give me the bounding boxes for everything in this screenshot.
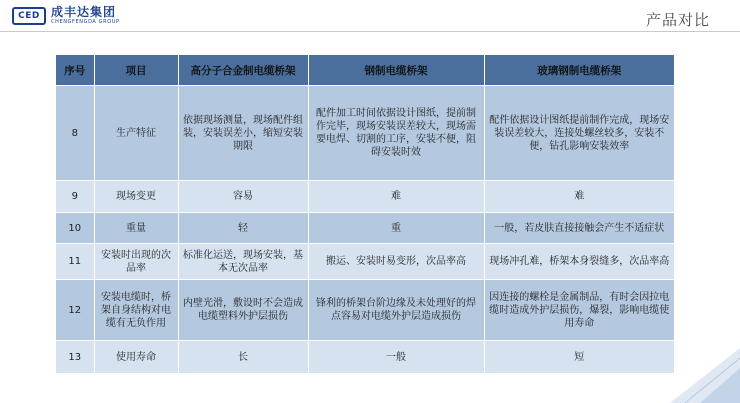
logo-english-name: CHENGFENGDA GROUP <box>51 19 120 25</box>
row-steel: 搬运、安装时易变形，次品率高 <box>308 244 484 280</box>
page-title: 产品对比 <box>645 11 710 29</box>
header-item: 项目 <box>94 55 178 86</box>
row-polymer-alloy: 容易 <box>178 181 308 213</box>
row-polymer-alloy: 轻 <box>178 213 308 244</box>
header-steel: 钢制电缆桥架 <box>308 55 484 86</box>
table-header-row <box>56 55 674 86</box>
row-steel: 难 <box>308 181 484 213</box>
row-index: 10 <box>56 213 94 244</box>
row-index: 12 <box>56 280 94 341</box>
row-polymer-alloy: 依据现场测量，现场配件组装，安装误差小，缩短安装期限 <box>178 86 308 181</box>
row-steel: 一般 <box>308 341 484 374</box>
row-index: 11 <box>56 244 94 280</box>
logo-mark: CED <box>12 7 46 25</box>
row-index: 13 <box>56 341 94 374</box>
table-row <box>56 86 674 181</box>
row-item: 安装电缆时，桥架自身结构对电缆有无负作用 <box>94 280 178 341</box>
company-logo <box>12 6 120 26</box>
row-fiberglass: 短 <box>484 341 674 374</box>
row-polymer-alloy: 标准化运送，现场安装，基本无次品率 <box>178 244 308 280</box>
row-fiberglass: 难 <box>484 181 674 213</box>
row-item: 安装时出现的次品率 <box>94 244 178 280</box>
row-steel: 重 <box>308 213 484 244</box>
row-fiberglass: 配件依据设计图纸提前制作完成，现场安装误差较大，连接处螺丝较多，安装不便，钻孔影响安装效率 <box>484 86 674 181</box>
table-row <box>56 181 674 213</box>
row-steel: 配件加工时间依据设计图纸，提前制作完毕，现场安装误差较大，现场需要电焊、切割的工序，安装不便，阻碍安装时效 <box>308 86 484 181</box>
table-row <box>56 280 674 341</box>
row-fiberglass: 一般，若皮肤直接接触会产生不适症状 <box>484 213 674 244</box>
row-index: 9 <box>56 181 94 213</box>
row-polymer-alloy: 长 <box>178 341 308 374</box>
header-fiberglass: 玻璃钢制电缆桥架 <box>484 55 674 86</box>
comparison-table <box>56 55 674 373</box>
corner-decoration <box>630 343 740 403</box>
header-divider <box>0 31 740 32</box>
header-polymer-alloy: 高分子合金制电缆桥架 <box>178 55 308 86</box>
row-fiberglass: 现场冲孔难，桥架本身裂缝多，次品率高 <box>484 244 674 280</box>
table-row <box>56 213 674 244</box>
logo-text <box>51 6 120 26</box>
table-row <box>56 341 674 374</box>
row-item: 生产特征 <box>94 86 178 181</box>
row-item: 现场变更 <box>94 181 178 213</box>
table-row <box>56 244 674 280</box>
row-polymer-alloy: 内壁光滑，敷设时不会造成电缆塑料外护层损伤 <box>178 280 308 341</box>
header-index: 序号 <box>56 55 94 86</box>
row-fiberglass: 因连接的螺栓是金属制品，有时会因拉电缆时造成外护层损伤，爆裂，影响电缆使用寿命 <box>484 280 674 341</box>
logo-chinese-name: 成丰达集团 <box>51 5 117 19</box>
row-index: 8 <box>56 86 94 181</box>
row-item: 重量 <box>94 213 178 244</box>
row-item: 使用寿命 <box>94 341 178 374</box>
row-steel: 锋利的桥架台阶边缘及未处理好的焊点容易对电缆外护层造成损伤 <box>308 280 484 341</box>
